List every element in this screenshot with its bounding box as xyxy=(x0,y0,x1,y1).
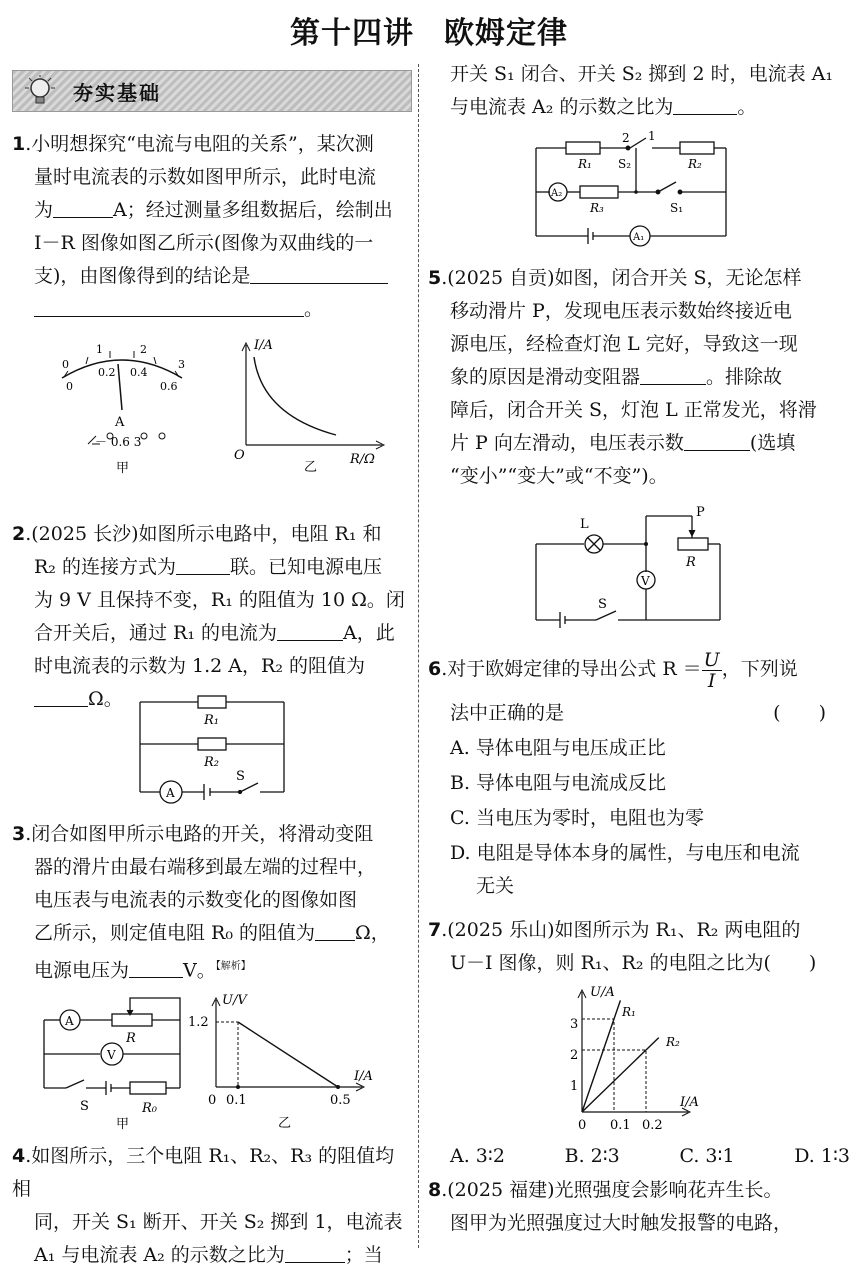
fraction-u-over-i xyxy=(702,650,722,691)
q2-text: R₂ 的连接方式为 xyxy=(34,556,176,578)
question-number: 3 xyxy=(12,823,26,845)
q3-text: 电源电压为 xyxy=(34,959,130,982)
tick-label: 3 xyxy=(570,1017,579,1032)
answer-paren[interactable]: ( ) xyxy=(773,701,826,724)
question-1 xyxy=(12,128,412,326)
question-4-continued xyxy=(428,58,848,124)
question-number: 4 xyxy=(12,1145,26,1167)
answer-blank[interactable] xyxy=(315,918,355,941)
axis-label: R/Ω xyxy=(350,452,375,467)
fraction-numerator: U xyxy=(703,648,720,671)
tick-label: 0 xyxy=(578,1118,587,1133)
meter-tick-label: 0 xyxy=(62,358,69,371)
rheostat-label: R xyxy=(126,1031,136,1046)
q7-u-i-chart xyxy=(562,984,722,1134)
series-label-r1: R₁ xyxy=(622,1005,636,1019)
q2-circuit xyxy=(136,694,296,812)
question-5 xyxy=(428,262,848,493)
option-b[interactable]: B. 导体电阻与电流成反比 xyxy=(450,771,667,794)
q1-text: .小明想探究“电流与电阻的关系”，某次测 xyxy=(25,133,374,155)
option-c[interactable]: C. 当电压为零时，电阻也为零 xyxy=(450,806,704,829)
q3-text: 电压表与电流表的示数变化的图像如图 xyxy=(34,889,358,911)
origin-label: O xyxy=(234,448,245,463)
question-number: 7 xyxy=(428,919,442,941)
q1-text: I－R 图像如图乙所示(图像为双曲线的一 xyxy=(34,232,374,254)
u-i-line xyxy=(238,1022,338,1087)
q4-text: 与电流表 A₂ 的示数之比为 xyxy=(450,96,674,118)
question-number: 6 xyxy=(428,658,442,680)
question-number: 8 xyxy=(428,1179,442,1201)
ammeter-label: A₂ xyxy=(551,188,563,199)
q1-text: 支)，由图像得到的结论是 xyxy=(34,265,251,287)
q2-text: .(2025 长沙)如图所示电路中，电阻 R₁ 和 xyxy=(25,523,382,545)
lamp-label: L xyxy=(580,517,589,532)
tick-label: 1 xyxy=(570,1079,579,1094)
switch-position-label: 1 xyxy=(648,129,656,143)
q5-text: 片 P 向左滑动，电压表示数 xyxy=(450,432,684,454)
tick-label: 0.5 xyxy=(330,1093,351,1108)
switch-label: S xyxy=(80,1099,89,1114)
answer-blank[interactable] xyxy=(53,195,113,218)
section-banner xyxy=(12,70,412,112)
figure-caption: 甲 xyxy=(116,1117,130,1132)
option-c[interactable]: C. 3∶1 xyxy=(679,1145,735,1167)
q2-text: 联。已知电源电压 xyxy=(229,556,382,578)
q3-text: .闭合如图甲所示电路的开关，将滑动变阻 xyxy=(25,823,374,845)
q4-text: 。 xyxy=(737,96,757,118)
hyperbola-curve xyxy=(254,357,336,435)
q8-text: .(2025 福建)光照强度会影响花卉生长。 xyxy=(441,1179,783,1201)
meter-unit: A xyxy=(115,415,125,430)
section-label: 夯实基础 xyxy=(73,81,161,105)
axis-label: U/A xyxy=(590,985,615,1000)
meter-needle xyxy=(118,364,122,410)
q2-text: Ω。 xyxy=(88,688,123,710)
resistor-label: R₂ xyxy=(204,755,219,770)
q4-circuit xyxy=(530,128,740,248)
q6-text: .对于欧姆定律的导出公式 R ＝ xyxy=(441,658,702,680)
q3-circuit xyxy=(40,990,190,1130)
question-number: 5 xyxy=(428,267,442,289)
axis-label: I/A xyxy=(680,1095,699,1110)
resistor-label: R₀ xyxy=(142,1101,157,1116)
answer-blank[interactable] xyxy=(673,92,737,115)
q7-text: .(2025 乐山)如图所示为 R₁、R₂ 两电阻的 xyxy=(441,919,801,941)
resistor-label: R₁ xyxy=(204,713,219,728)
switch-label: S xyxy=(236,769,245,784)
question-8 xyxy=(428,1174,848,1240)
column-divider xyxy=(418,64,419,1248)
series-label-r2: R₂ xyxy=(666,1035,680,1049)
question-7 xyxy=(428,914,848,980)
option-d[interactable]: D. 1∶3 xyxy=(794,1145,850,1167)
q2-text: 合开关后，通过 R₁ 的电流为 xyxy=(34,622,278,644)
meter-tick-label: 0.2 xyxy=(98,366,116,379)
resistor-label: R₃ xyxy=(590,201,604,215)
meter-tick-label: 0.6 xyxy=(160,380,178,393)
answer-blank[interactable] xyxy=(34,684,88,707)
switch-label: S xyxy=(598,597,607,612)
answer-blank[interactable] xyxy=(285,1240,345,1263)
series-line-r1 xyxy=(582,1000,620,1112)
answer-blank[interactable] xyxy=(34,294,304,317)
meter-tick-label: 0.4 xyxy=(130,366,148,379)
resistor-label: R₁ xyxy=(578,157,592,171)
ammeter-label: A₁ xyxy=(633,232,645,243)
meter-tick-label: 3 xyxy=(178,358,185,371)
ammeter-label: A xyxy=(166,786,175,800)
q3-text: V。 xyxy=(183,959,216,982)
q3-text: 器的滑片由最右端移到最左端的过程中， xyxy=(34,856,377,878)
q3-text: Ω， xyxy=(355,922,390,944)
meter-tick-label: 2 xyxy=(140,343,147,356)
q5-text: (选填 xyxy=(749,432,796,454)
q8-text: 图甲为光照强度过大时触发报警的电路， xyxy=(450,1212,793,1234)
u-i-graph xyxy=(186,992,386,1132)
q5-text: 象的原因是滑动变阻器 xyxy=(450,366,641,388)
ammeter-figure xyxy=(50,340,190,480)
answer-blank[interactable] xyxy=(277,618,343,641)
figure-caption: 乙 xyxy=(278,1116,292,1131)
answer-blank[interactable] xyxy=(640,362,706,385)
tick-label: 0.1 xyxy=(226,1093,247,1108)
q5-text: 源电压，经检查灯泡 L 完好，导致这一现 xyxy=(450,333,798,355)
i-r-graph xyxy=(232,335,392,475)
q5-text: 障后，闭合开关 S，灯泡 L 正常发光，将滑 xyxy=(450,399,817,421)
question-number: 1 xyxy=(12,133,26,155)
fraction-denominator: I xyxy=(707,669,716,692)
voltmeter-label: V xyxy=(641,574,650,588)
tick-label: 0 xyxy=(208,1093,217,1108)
question-3 xyxy=(12,818,412,987)
q6-text: ，下列说 xyxy=(721,658,798,680)
answer-blank[interactable] xyxy=(250,261,388,284)
answer-blank[interactable] xyxy=(129,955,183,978)
q2-text: 时电流表的示数为 1.2 A，R₂ 的阻值为 xyxy=(34,655,365,677)
q7-text: U－I 图像，则 R₁、R₂ 的电阻之比为( ) xyxy=(450,952,817,974)
ammeter-label: A xyxy=(65,1014,74,1028)
q5-text: 。排除故 xyxy=(706,366,783,388)
option-d[interactable]: D. 电阻是导体本身的属性，与电压和电流 xyxy=(450,841,800,864)
tick-label: 0.1 xyxy=(610,1118,631,1133)
figure-caption: 乙 xyxy=(304,460,318,475)
q1-text: 为 xyxy=(34,199,54,221)
meter-terminals: － 0.6 3 xyxy=(95,435,142,449)
q4-text: .如图所示，三个电阻 R₁、R₂、R₃ 的阻值均相 xyxy=(12,1145,395,1200)
option-a[interactable]: A. 3∶2 xyxy=(450,1145,505,1167)
q5-circuit xyxy=(530,505,730,638)
resistor-label: R₂ xyxy=(688,157,702,171)
q4-text: ；当 xyxy=(344,1244,383,1266)
axis-label: I/A xyxy=(354,1069,373,1084)
tick-label: 0.2 xyxy=(642,1118,663,1133)
q5-text: 移动滑片 P，发现电压表示数始终接近电 xyxy=(450,300,792,322)
q1-text: 。 xyxy=(304,298,324,320)
option-b[interactable]: B. 2∶3 xyxy=(564,1145,620,1167)
q3-text: 乙所示，则定值电阻 R₀ 的阻值为 xyxy=(34,922,316,944)
meter-tick-label: 1 xyxy=(96,343,103,356)
q5-text: “变小”“变大”或“不变”)。 xyxy=(450,465,668,487)
axis-label: U/V xyxy=(222,993,247,1008)
q4-text: A₁ 与电流表 A₂ 的示数之比为 xyxy=(34,1244,285,1266)
q7-options xyxy=(450,1140,850,1173)
q1-text: 量时电流表的示数如图甲所示，此时电流 xyxy=(34,166,377,188)
q2-text: A，此 xyxy=(343,622,395,644)
q1-text: A；经过测量多组数据后，绘制出 xyxy=(113,199,393,221)
question-number: 2 xyxy=(12,523,26,545)
answer-blank[interactable] xyxy=(176,552,230,575)
rheostat-label: R xyxy=(686,555,696,570)
switch-label: S₁ xyxy=(670,201,684,215)
q4-text: 开关 S₁ 闭合、开关 S₂ 掷到 2 时，电流表 A₁ xyxy=(450,63,833,85)
q4-text: 同，开关 S₁ 断开、开关 S₂ 掷到 1，电流表 xyxy=(34,1211,403,1233)
slider-label: P xyxy=(696,505,705,520)
axis-label: I/A xyxy=(254,338,273,353)
lecture-number: 第十四讲 xyxy=(290,16,414,51)
switch-position-label: 2 xyxy=(622,131,630,145)
question-6 xyxy=(428,648,848,903)
analysis-tag[interactable]: 【解析】 xyxy=(215,961,251,972)
tick-label: 1.2 xyxy=(188,1015,209,1030)
lightbulb-icon xyxy=(21,74,59,108)
page-title xyxy=(0,8,858,52)
question-2 xyxy=(12,518,412,716)
voltmeter-label: V xyxy=(107,1048,116,1062)
option-a[interactable]: A. 导体电阻与电压成正比 xyxy=(450,736,666,759)
figure-caption: 甲 xyxy=(116,461,130,476)
tick-label: 2 xyxy=(570,1048,579,1063)
answer-blank[interactable] xyxy=(684,428,750,451)
option-d[interactable]: 无关 xyxy=(476,874,515,897)
switch-label: S₂ xyxy=(618,157,632,171)
series-line-r2 xyxy=(582,1038,659,1112)
question-4 xyxy=(12,1140,412,1272)
meter-tick-label: 0 xyxy=(66,380,73,393)
q2-text: 为 9 V 且保持不变，R₁ 的阻值为 10 Ω。闭 xyxy=(34,589,405,611)
q6-text: 法中正确的是 xyxy=(450,701,565,724)
q5-text: .(2025 自贡)如图，闭合开关 S，无论怎样 xyxy=(441,267,802,289)
lecture-topic: 欧姆定律 xyxy=(444,16,568,51)
